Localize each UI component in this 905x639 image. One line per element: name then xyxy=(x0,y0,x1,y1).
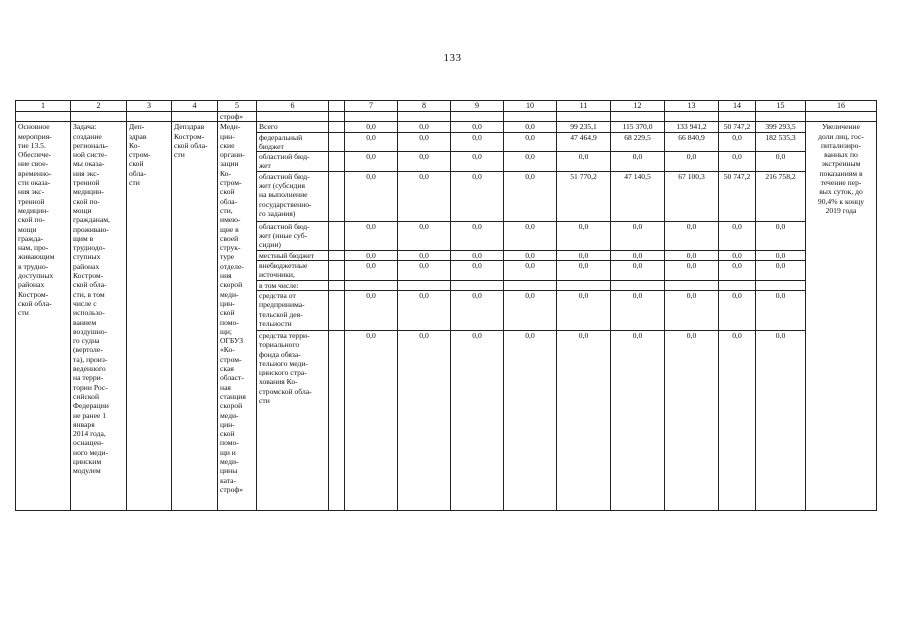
funding-source: внебюджетные источники, xyxy=(257,261,329,281)
column-number-header: 10 xyxy=(504,101,557,112)
amount-value xyxy=(665,280,719,290)
column-number-header: 6 xyxy=(257,101,329,112)
amount-value: 0,0 xyxy=(719,221,756,250)
amount-value: 0,0 xyxy=(398,290,451,330)
amount-value: 0,0 xyxy=(611,261,665,281)
amount-value xyxy=(611,280,665,290)
amount-value: 0,0 xyxy=(611,152,665,172)
funding-source: средства терри- ториального фонда обяза- тельного меди- цинского стра- хования Ко- стромской обла- сти xyxy=(257,330,329,510)
amount-value: 0,0 xyxy=(665,152,719,172)
amount-value: 216 758,2 xyxy=(756,171,806,221)
empty-column xyxy=(329,221,345,250)
amount-value: 0,0 xyxy=(345,132,398,152)
amount-value: 0,0 xyxy=(557,221,611,250)
amount-value: 0,0 xyxy=(345,171,398,221)
amount-value: 0,0 xyxy=(665,261,719,281)
amount-value: 0,0 xyxy=(451,221,504,250)
amount-value: 0,0 xyxy=(665,330,719,510)
empty-column xyxy=(329,122,345,132)
empty-column xyxy=(329,132,345,152)
amount-value xyxy=(719,280,756,290)
responsible-cell-text: Деп- здрав Ко- стром- ской обла- сти xyxy=(129,122,151,188)
amount-value: 66 840,9 xyxy=(665,132,719,152)
amount-value: 50 747,2 xyxy=(719,122,756,132)
amount-value: 0,0 xyxy=(345,261,398,281)
amount-value: 0,0 xyxy=(398,152,451,172)
amount-value: 0,0 xyxy=(345,122,398,132)
funding-source: областной бюд- жет xyxy=(257,152,329,172)
table-body xyxy=(16,101,877,511)
amount-value: 0,0 xyxy=(398,171,451,221)
amount-value: 0,0 xyxy=(345,221,398,250)
table-row xyxy=(16,122,877,132)
column-number-header: 9 xyxy=(451,101,504,112)
empty-column xyxy=(329,250,345,260)
column-number-header: 16 xyxy=(806,101,877,112)
amount-value: 0,0 xyxy=(557,261,611,281)
continuation-cell xyxy=(719,112,756,122)
amount-value: 0,0 xyxy=(398,261,451,281)
column-number-header: 1 xyxy=(16,101,71,112)
amount-value xyxy=(557,280,611,290)
amount-value: 0,0 xyxy=(398,221,451,250)
amount-value: 0,0 xyxy=(398,132,451,152)
amount-value: 0,0 xyxy=(719,261,756,281)
task-cell-text: Задача: создание региональ- ной систе- мы оказа- ния экс- тренной медицин- ской по- мощи гражданам, проживаю- щим в труднодо- ступных районах Костром- ской обла- сти, в том числе с использо- ванием воздушно- го судна (вертоле- та), произ- веденного на терри- тории Рос- сийской Федерации не ранее 1 января 2014 года, оснащен- ного меди- цинским модулем xyxy=(73,122,110,476)
amount-value: 0,0 xyxy=(719,330,756,510)
amount-value: 0,0 xyxy=(345,330,398,510)
empty-column xyxy=(329,280,345,290)
column-number-header: 7 xyxy=(345,101,398,112)
continuation-cell xyxy=(345,112,398,122)
amount-value: 68 229,5 xyxy=(611,132,665,152)
funding-table xyxy=(15,100,877,511)
continuation-cell xyxy=(504,112,557,122)
amount-value: 0,0 xyxy=(451,250,504,260)
amount-value: 0,0 xyxy=(756,250,806,260)
amount-value: 0,0 xyxy=(451,132,504,152)
amount-value: 0,0 xyxy=(756,330,806,510)
empty-column xyxy=(329,261,345,281)
amount-value: 0,0 xyxy=(557,152,611,172)
amount-value: 0,0 xyxy=(504,250,557,260)
amount-value: 0,0 xyxy=(398,330,451,510)
continuation-cell xyxy=(557,112,611,122)
empty-column xyxy=(329,290,345,330)
amount-value: 0,0 xyxy=(504,261,557,281)
coexecutor-cell-text: Депздрав Костром- ской обла- сти xyxy=(174,122,208,160)
amount-value: 0,0 xyxy=(611,330,665,510)
amount-value: 0,0 xyxy=(504,290,557,330)
column-number-header: 11 xyxy=(557,101,611,112)
amount-value: 0,0 xyxy=(557,330,611,510)
expected-result-text: Увеличение доли лиц, гос- питализиро- ванных по экстренным показаниям в течение пер- вых суток, до 90,4% к концу 2019 года xyxy=(817,122,865,215)
funding-source: местный бюджет xyxy=(257,250,329,260)
amount-value: 0,0 xyxy=(504,152,557,172)
amount-value: 47 464,9 xyxy=(557,132,611,152)
amount-value xyxy=(451,280,504,290)
amount-value: 0,0 xyxy=(504,221,557,250)
amount-value: 0,0 xyxy=(665,250,719,260)
amount-value: 0,0 xyxy=(504,171,557,221)
participants-cell-text: Меди- цин- ские органи- зации Ко- стром- ской обла- сти, имею- щие в своей струк- туре отделе- ния скорой меди- цин- ской помо- щи; ОГБУЗ «Ко- стром- ская област- ная станция скорой меди- цин- ской помо- щи и меди- цины ката- строф» xyxy=(220,122,246,494)
amount-value xyxy=(398,280,451,290)
participants-cell xyxy=(218,122,257,511)
continuation-cell xyxy=(16,112,71,122)
funding-source: Всего xyxy=(257,122,329,132)
funding-source: в том числе: xyxy=(257,280,329,290)
header-row xyxy=(16,101,877,112)
activity-cell-text: Основное мероприя- тие 13.5. Обеспече- ние свое- временно- сти оказа- ния экс- тренной медицин- ской по- мощи гражда- нам, про- живающим в трудно- доступных районах Костром- ской обла- сти xyxy=(18,122,55,318)
amount-value: 0,0 xyxy=(611,221,665,250)
activity-cell xyxy=(16,122,71,511)
empty-column xyxy=(329,171,345,221)
amount-value: 0,0 xyxy=(557,290,611,330)
column-number-header: 14 xyxy=(719,101,756,112)
amount-value xyxy=(756,280,806,290)
continuation-text: строф» xyxy=(218,112,257,122)
task-cell xyxy=(71,122,127,511)
amount-value: 0,0 xyxy=(719,250,756,260)
amount-value: 0,0 xyxy=(398,250,451,260)
amount-value: 0,0 xyxy=(665,290,719,330)
amount-value: 0,0 xyxy=(451,290,504,330)
continuation-cell xyxy=(451,112,504,122)
amount-value: 0,0 xyxy=(719,152,756,172)
column-number-header: 3 xyxy=(127,101,172,112)
continuation-cell xyxy=(398,112,451,122)
amount-value: 0,0 xyxy=(345,290,398,330)
column-number-header: 5 xyxy=(218,101,257,112)
amount-value: 0,0 xyxy=(451,330,504,510)
amount-value: 0,0 xyxy=(756,152,806,172)
amount-value xyxy=(504,280,557,290)
continuation-cell xyxy=(127,112,172,122)
amount-value: 0,0 xyxy=(719,290,756,330)
amount-value: 0,0 xyxy=(756,290,806,330)
amount-value: 51 770,2 xyxy=(557,171,611,221)
continuation-cell xyxy=(665,112,719,122)
column-number-header: 8 xyxy=(398,101,451,112)
amount-value: 0,0 xyxy=(611,250,665,260)
amount-value: 115 370,0 xyxy=(611,122,665,132)
amount-value: 133 941,2 xyxy=(665,122,719,132)
amount-value: 0,0 xyxy=(504,122,557,132)
continuation-cell xyxy=(611,112,665,122)
continuation-cell xyxy=(756,112,806,122)
amount-value: 0,0 xyxy=(611,290,665,330)
amount-value: 0,0 xyxy=(451,171,504,221)
continuation-cell xyxy=(329,112,345,122)
amount-value: 0,0 xyxy=(557,250,611,260)
amount-value: 67 100,3 xyxy=(665,171,719,221)
coexecutor-cell xyxy=(172,122,218,511)
amount-value: 0,0 xyxy=(756,221,806,250)
funding-source: областной бюд- жет (иные суб- сидии) xyxy=(257,221,329,250)
amount-value: 399 293,5 xyxy=(756,122,806,132)
column-number-header: 4 xyxy=(172,101,218,112)
expected-result-cell xyxy=(806,122,877,511)
amount-value: 0,0 xyxy=(756,261,806,281)
amount-value: 50 747,2 xyxy=(719,171,756,221)
continuation-cell xyxy=(806,112,877,122)
column-number-header: 15 xyxy=(756,101,806,112)
amount-value: 0,0 xyxy=(451,152,504,172)
amount-value: 47 140,5 xyxy=(611,171,665,221)
amount-value xyxy=(345,280,398,290)
continuation-cell xyxy=(172,112,218,122)
column-number-header: 2 xyxy=(71,101,127,112)
funding-source: федеральный бюджет xyxy=(257,132,329,152)
funding-source: средства от предпринима- тельской дея- тельности xyxy=(257,290,329,330)
column-number-header: 13 xyxy=(665,101,719,112)
continuation-cell xyxy=(71,112,127,122)
amount-value: 0,0 xyxy=(504,330,557,510)
column-number-header: 12 xyxy=(611,101,665,112)
empty-column xyxy=(329,330,345,510)
amount-value: 0,0 xyxy=(398,122,451,132)
amount-value: 99 235,1 xyxy=(557,122,611,132)
amount-value: 0,0 xyxy=(719,132,756,152)
amount-value: 0,0 xyxy=(345,250,398,260)
column-number-header xyxy=(329,101,345,112)
amount-value: 0,0 xyxy=(345,152,398,172)
responsible-cell xyxy=(127,122,172,511)
page-number: 133 xyxy=(443,52,462,64)
amount-value: 0,0 xyxy=(665,221,719,250)
amount-value: 182 535,3 xyxy=(756,132,806,152)
amount-value: 0,0 xyxy=(451,122,504,132)
funding-source: областной бюд- жет (субсидия на выполнение государственно- го задания) xyxy=(257,171,329,221)
empty-column xyxy=(329,152,345,172)
amount-value: 0,0 xyxy=(451,261,504,281)
amount-value: 0,0 xyxy=(504,132,557,152)
continuation-row xyxy=(16,112,877,122)
continuation-cell xyxy=(257,112,329,122)
